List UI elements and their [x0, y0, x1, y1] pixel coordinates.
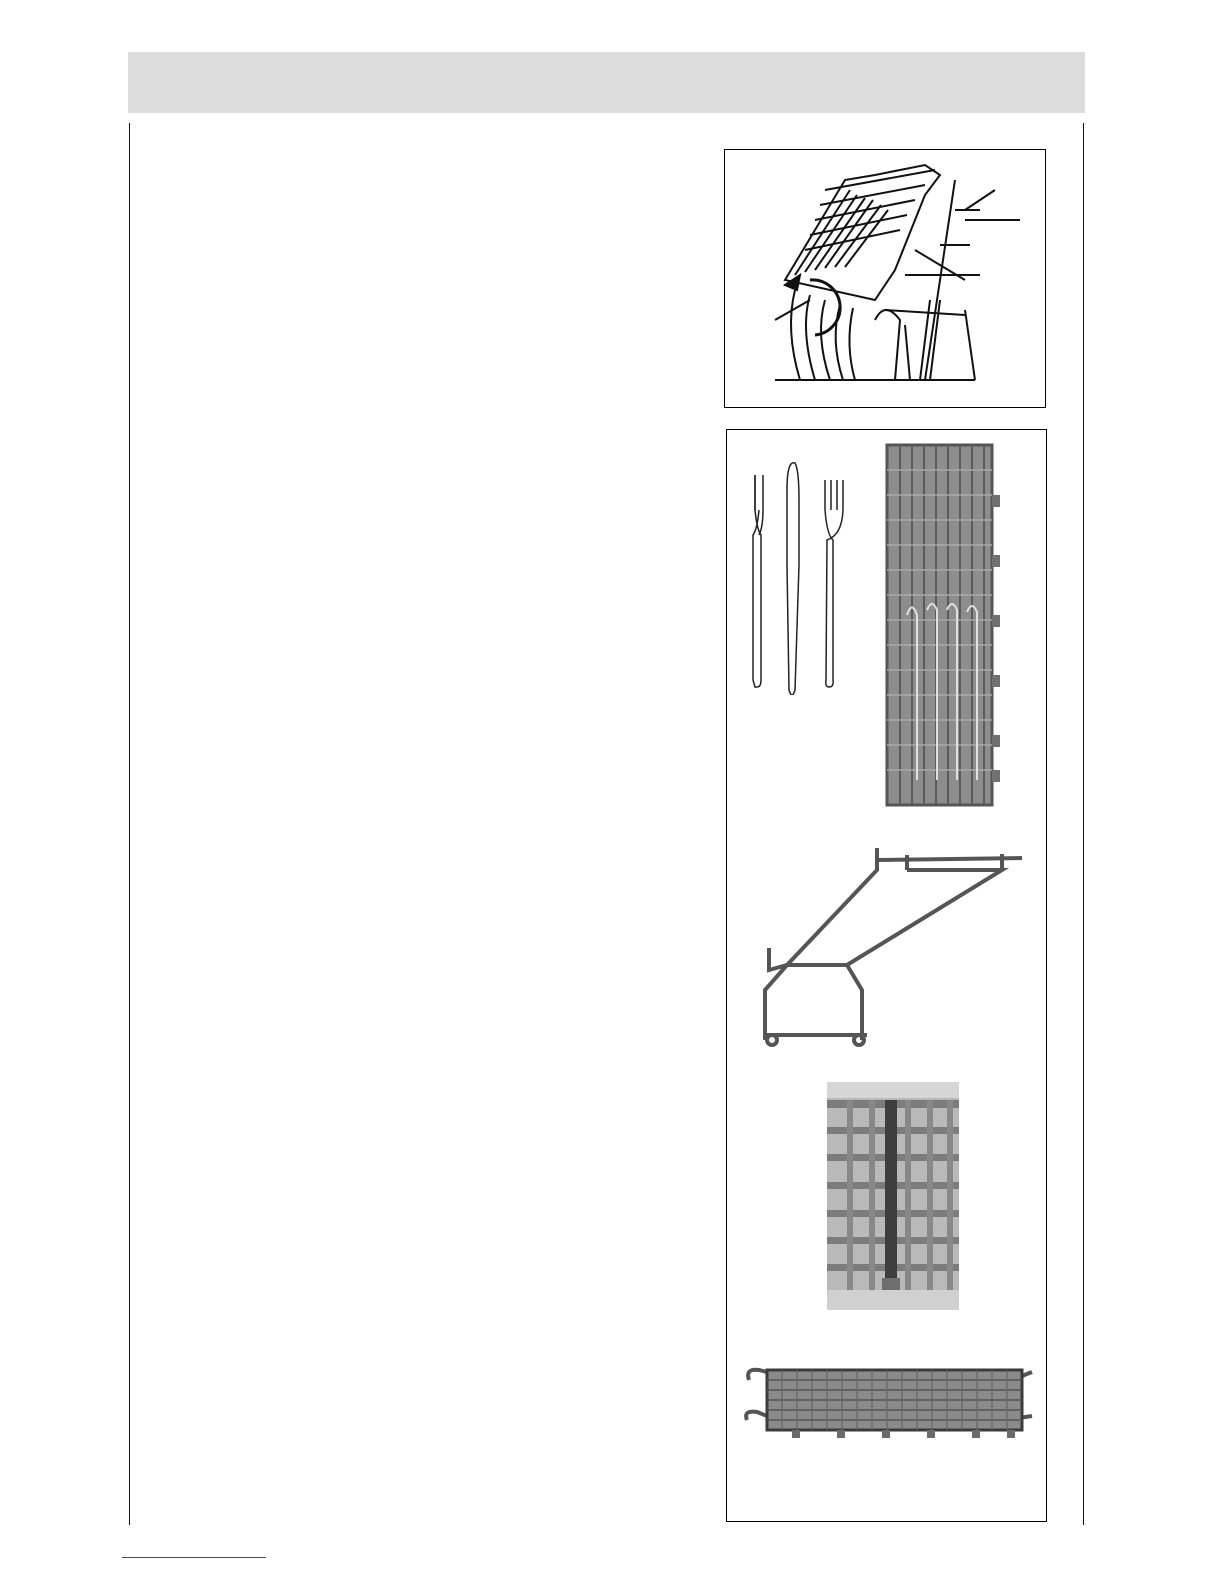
- wire-rack-figure: [747, 840, 1032, 1050]
- grid-closeup-figure: [827, 1082, 959, 1310]
- left-margin-rule: [129, 123, 130, 1525]
- cutlery-figure: [747, 455, 857, 695]
- header-bar: [128, 52, 1085, 113]
- footer-link-underline: [122, 1557, 266, 1559]
- basket-hinge-figure: [725, 150, 1045, 407]
- cutlery-basket-figure: [882, 440, 1007, 812]
- right-margin-rule: [1083, 123, 1084, 1525]
- figure-frame-accessories: [726, 429, 1047, 1522]
- figure-frame-hinge: [724, 149, 1046, 408]
- tray-basket-figure: [737, 1350, 1042, 1470]
